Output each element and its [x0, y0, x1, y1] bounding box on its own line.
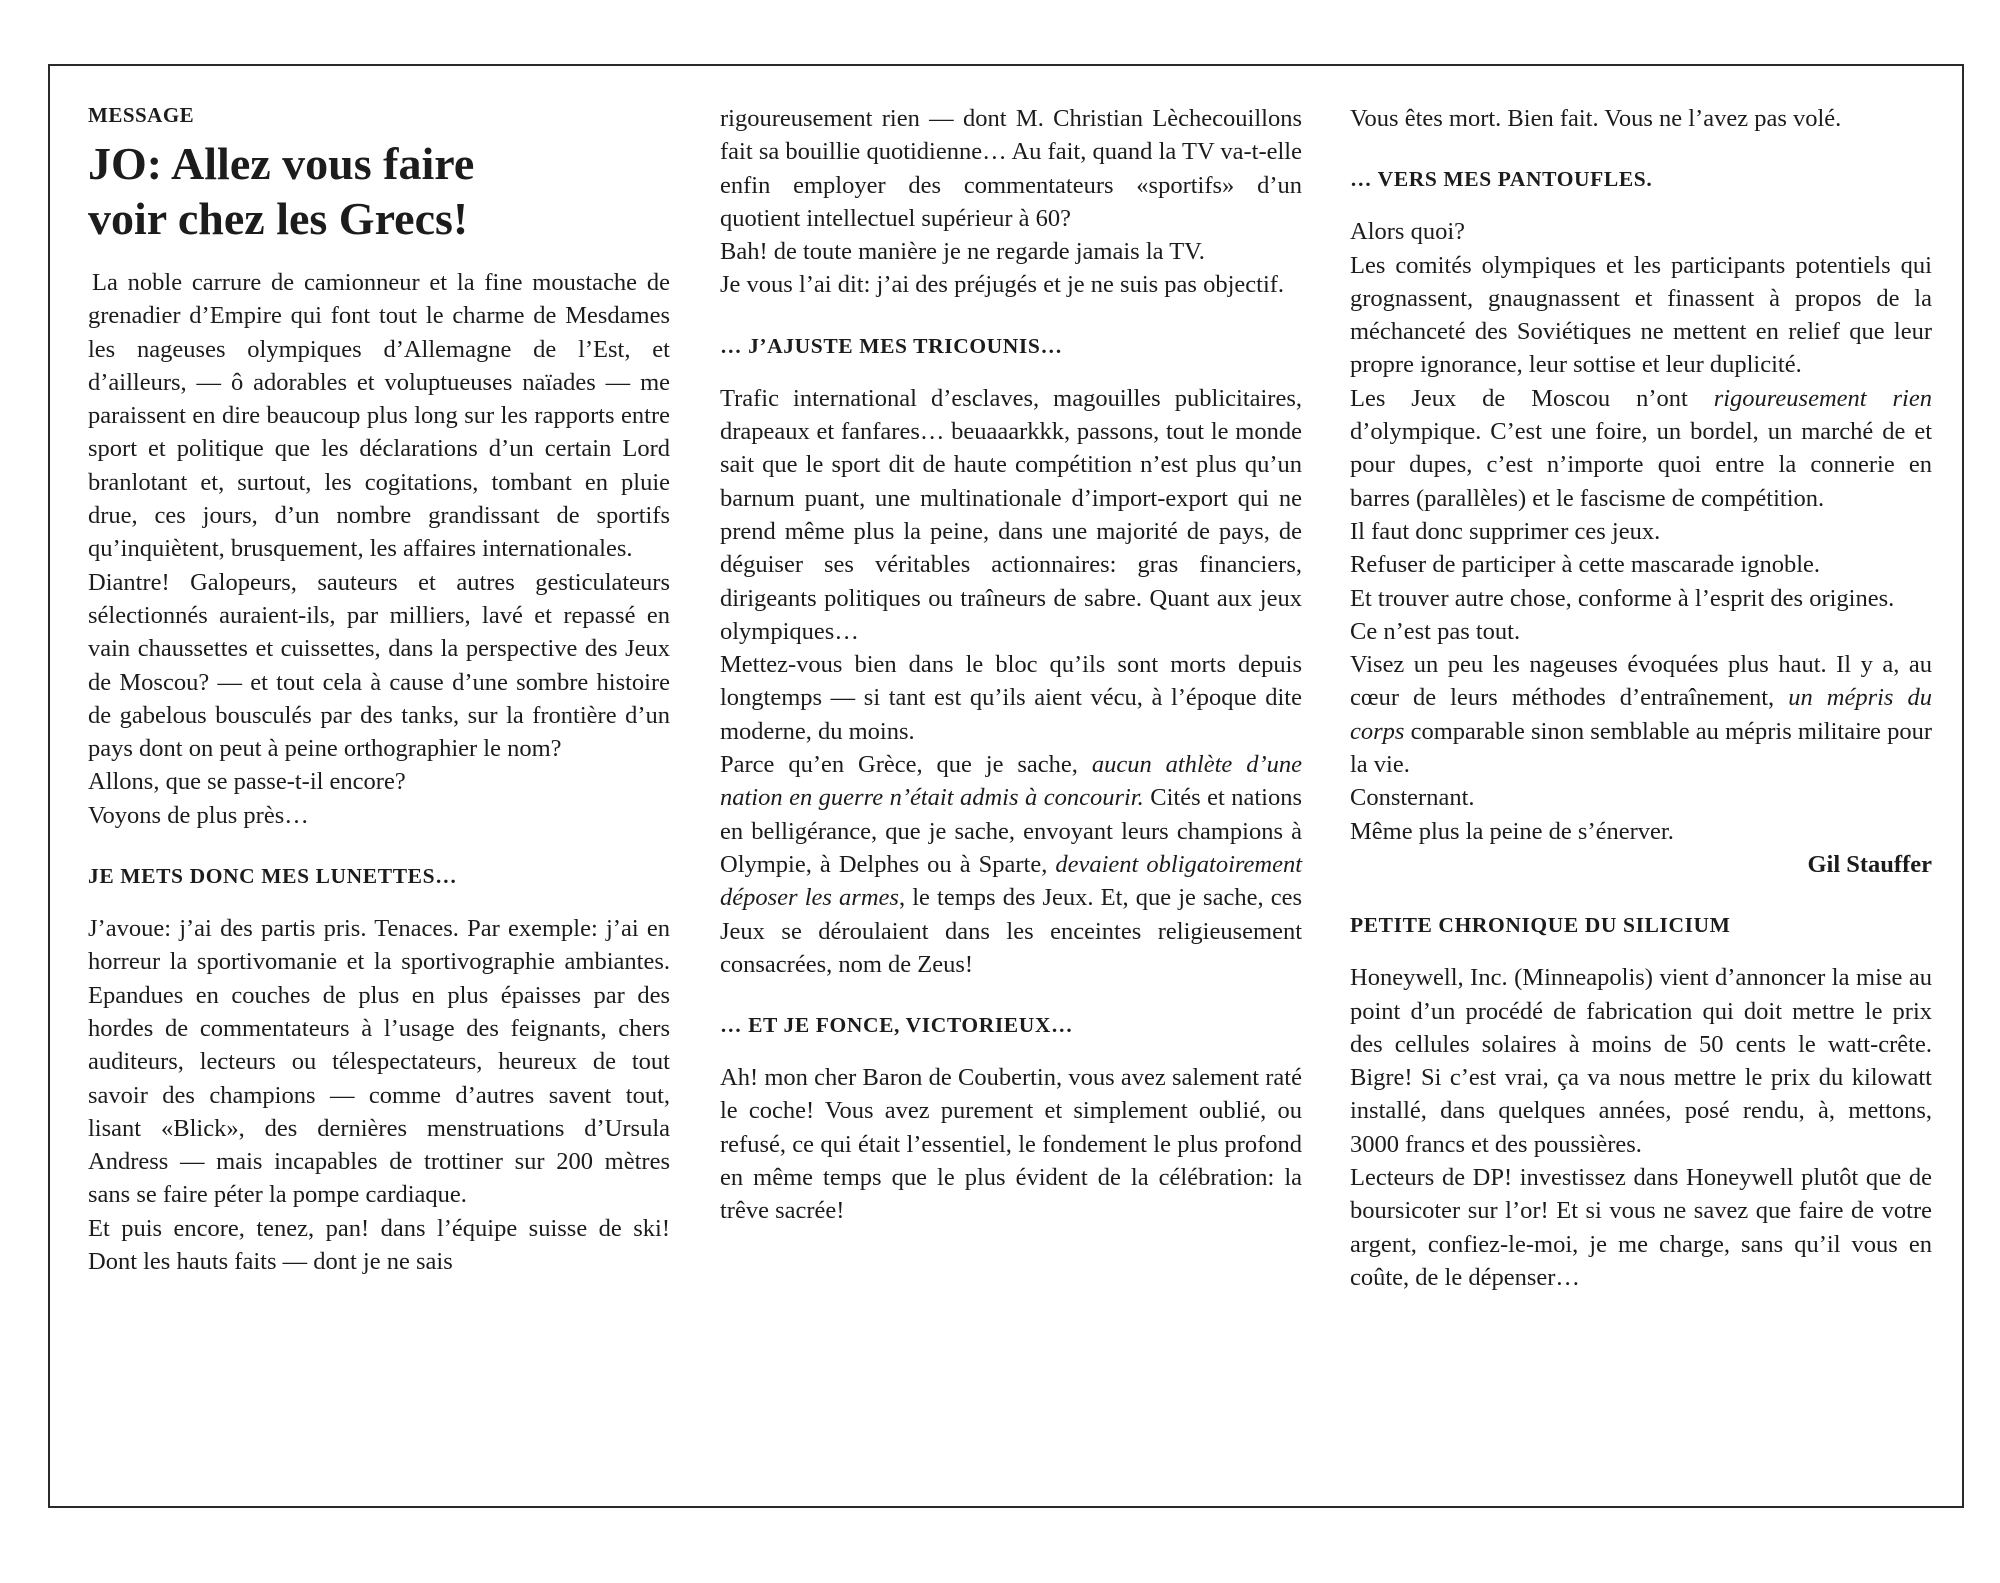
paragraph: Allons, que se passe-t-il encore? — [88, 768, 406, 796]
paragraph — [720, 748, 1302, 981]
text-run: Les Jeux de Moscou n’ont — [1350, 384, 1714, 412]
section-heading: … J’AJUSTE MES TRICOUNIS… — [720, 333, 1063, 358]
paragraph: J’avoue: j’ai des partis pris. Tenaces. Par exemple: j’ai en horreur la sportivomanie et la sportivographie ambiantes. Epandues en couches de plus en plus épaisses par des hordes de commentateurs à l’usage des feignants, chers auditeurs, lecteurs ou télespectateurs, heureux de tout savoir des champions — comme d’autres savent tout, lisant «Blick», des dernières menstruations d’Ursula Andress — mais incapables de trottiner sur 200 mètres sans se faire péter la pompe cardiaque. — [88, 915, 670, 1209]
paragraph: Consternant. — [1350, 784, 1475, 812]
paragraph — [1350, 382, 1932, 515]
paragraph: Les comités olympiques et les participants potentiels qui grognassent, gnaugnassent et finassent à propos de la méchanceté des Soviétiques ne mettent en relief que leur propre ignorance, leur sottise et leur duplicité. — [1350, 251, 1932, 379]
paragraph: Bah! de toute manière je ne regarde jamais la TV. — [720, 238, 1205, 266]
article-frame — [48, 64, 1964, 1508]
headline-line-2: voir chez les Grecs! — [88, 193, 469, 244]
paragraph: La noble carrure de camionneur et la fine moustache de grenadier d’Empire qui font tout le charme de Mesdames les nageuses olympiques d’Allemagne de l’Est, et d’ailleurs, — ô adorables et voluptueuses naïades — me paraissent en dire beaucoup plus long sur les rapports entre sport et politique que les déclarations d’un certain Lord branlotant et, surtout, les cogitations, tombant en pluie drue, ces jours, d’un nombre grandissant de sportifs qu’inquiètent, brusquement, les affaires internationales. — [88, 269, 670, 563]
section-heading: JE METS DONC MES LUNETTES… — [88, 864, 458, 889]
emphasis: aucun athlète d’une nation en guerre n’était admis à concourir. — [720, 751, 1302, 812]
text-run: Visez un peu les nageuses évoquées plus haut. Il y a, au cœur de leurs méthodes d’entraînement, — [1350, 651, 1932, 712]
paragraph: rigoureusement rien — dont M. Christian Lèchecouillons fait sa bouillie quotidienne… Au fait, quand la TV va-t-elle enfin employer des commentateurs «sportifs» d’un quotient intellectuel supérieur à 60? — [720, 105, 1302, 232]
paragraph: Mettez-vous bien dans le bloc qu’ils sont morts depuis longtemps — si tant est qu’ils aient vécu, à l’époque dite moderne, du moins. — [720, 651, 1302, 745]
article-kicker: MESSAGE — [88, 103, 195, 127]
chronique-title: PETITE CHRONIQUE DU SILICIUM — [1350, 913, 1731, 938]
section-heading: … ET JE FONCE, VICTORIEUX… — [720, 1013, 1074, 1038]
author-signature: Gil Stauffer — [1807, 850, 1932, 878]
paragraph: Voyons de plus près… — [88, 801, 309, 829]
paragraph: Trafic international d’esclaves, magouilles publicitaires, drapeaux et fanfares… beuaaarkkk, passons, tout le monde sait que le sport dit de haute compétition n’est plus qu’un barnum puant, une multinationale d’import-export qui ne prend même plus la peine, dans une majorité de pays, de déguiser ses véritables actionnaires: gras financiers, dirigeants politiques ou traîneurs de sabre. Quant aux jeux olympiques… — [720, 384, 1302, 645]
emphasis: devaient obligatoirement déposer les armes — [720, 850, 1303, 912]
paragraph: Refuser de participer à cette mascarade ignoble. — [1350, 551, 1821, 579]
article-headline — [88, 136, 670, 246]
paragraph: Ah! mon cher Baron de Coubertin, vous avez salement raté le coche! Vous avez purement et simplement oublié, ou refusé, ce qui était l’essentiel, le fondement le plus profond en même temps que le plus évident de la célébration: la trêve sacrée! — [720, 1064, 1302, 1225]
text-run: Parce qu’en Grèce, que je sache, — [720, 751, 1092, 779]
paragraph: Ce n’est pas tout. — [1350, 617, 1521, 645]
paragraph: Et puis encore, tenez, pan! dans l’équipe suisse de ski! Dont les hauts faits — dont je ne sais — [88, 1214, 670, 1276]
headline-line-1: JO: Allez vous faire — [88, 138, 475, 189]
paragraph: Même plus la peine de s’énerver. — [1350, 817, 1674, 845]
paragraph: Alors quoi? — [1350, 218, 1465, 246]
emphasis: un mépris du corps — [1350, 684, 1932, 745]
paragraph — [1350, 648, 1932, 781]
column-3 — [1350, 102, 1932, 1294]
section-heading: … VERS MES PANTOUFLES. — [1350, 167, 1653, 192]
paragraph: Lecteurs de DP! investissez dans Honeywell plutôt que de boursicoter sur l’or! Et si vous ne savez que faire de votre argent, confiez-le-moi, je me charge, sans qu’il vous en coûte, de le dépenser… — [1350, 1164, 1932, 1291]
paragraph: Vous êtes mort. Bien fait. Vous ne l’avez pas volé. — [1350, 105, 1842, 132]
text-run: d’olympique. C’est une foire, un bordel, un marché de et pour dupes, c’est n’importe quoi entre la connerie en barres (parallèles) et le fascisme de compétition. — [1350, 418, 1932, 512]
column-1 — [88, 102, 670, 1278]
emphasis: rigoureusement rien — [1713, 384, 1932, 412]
column-2 — [720, 102, 1302, 1228]
paragraph: Diantre! Galopeurs, sauteurs et autres gesticulateurs sélectionnés auraient-ils, par milliers, lavé et repassé en vain chaussettes et cuissettes, dans la perspective des Jeux de Moscou? — et tout cela à cause d’une sombre histoire de gabelous bousculés par des tanks, sur la frontière d’un pays dont on peut à peine orthographier le nom? — [88, 568, 670, 763]
text-run: , le temps des Jeux. Et, que je sache, ces Jeux se déroulaient dans les enceintes religieusement consacrées, nom de Zeus! — [720, 884, 1302, 978]
text-run: Cités et nations en belligérance, que je sache, envoyant leurs champions à Olympie, à Delphes ou à Sparte, — [720, 784, 1302, 878]
paragraph: Honeywell, Inc. (Minneapolis) vient d’annoncer la mise au point d’un procédé de fabrication qui doit mettre le prix des cellules solaires à moins de 50 cents le watt-crête. Bigre! Si c’est vrai, ça va nous mettre le prix du kilowatt installé, dans quelques années, posé rendu, à, mettons, 3000 francs et des poussières. — [1350, 964, 1932, 1158]
paragraph: Et trouver autre chose, conforme à l’esprit des origines. — [1350, 584, 1895, 612]
paragraph: Je vous l’ai dit: j’ai des préjugés et je ne suis pas objectif. — [720, 271, 1285, 299]
text-run: comparable sinon semblable au mépris militaire pour la vie. — [1350, 717, 1932, 779]
paragraph: Il faut donc supprimer ces jeux. — [1350, 517, 1661, 545]
